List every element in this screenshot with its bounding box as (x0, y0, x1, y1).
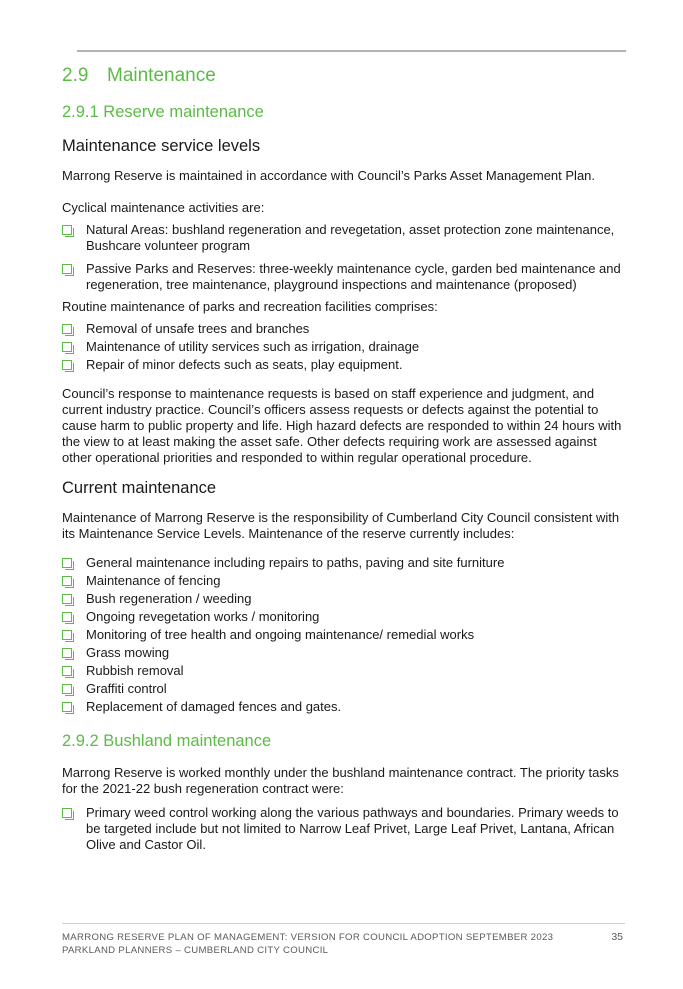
paragraph-bushland-intro: Marrong Reserve is worked monthly under the bushland maintenance contract. The priority tasks for the 2021-22 bush regeneration contract were: (62, 765, 619, 796)
subsection-title: Reserve maintenance (103, 103, 264, 121)
checkbox-bullet-icon (62, 264, 72, 274)
list-item: General maintenance including repairs to paths, paving and site furniture (62, 555, 628, 571)
subsection-heading-reserve-maintenance (62, 101, 628, 123)
paragraph-service-intro: Marrong Reserve is maintained in accordance with Council’s Parks Asset Management Plan. (62, 168, 596, 183)
subsection-heading-bushland-maintenance (62, 730, 628, 752)
list-item: Ongoing revegetation works / monitoring (62, 609, 628, 625)
footer-rule (62, 923, 625, 924)
current-maintenance-list (62, 555, 628, 715)
page-number: 35 (611, 931, 623, 943)
heading-current-maintenance: Current maintenance (62, 479, 217, 497)
checkbox-bullet-icon (62, 594, 72, 604)
list-item: Primary weed control working along the various pathways and boundaries. Primary weeds to be targeted include but not limited to Narrow Leaf Privet, Large Leaf Privet, Lantana, African Olive and Castor Oil. (62, 805, 628, 853)
checkbox-bullet-icon (62, 558, 72, 568)
checkbox-bullet-icon (62, 808, 72, 818)
paragraph-current-intro: Maintenance of Marrong Reserve is the responsibility of Cumberland City Council consistent with its Maintenance Service Levels. Maintenance of the reserve currently includes: (62, 510, 620, 541)
checkbox-bullet-icon (62, 648, 72, 658)
footer-line-1: MARRONG RESERVE PLAN OF MANAGEMENT: VERSION FOR COUNCIL ADOPTION SEPTEMBER 2023 (62, 932, 554, 943)
page-content (62, 60, 628, 853)
subsection-title: Bushland maintenance (103, 732, 272, 750)
list-item: Monitoring of tree health and ongoing maintenance/ remedial works (62, 627, 628, 643)
checkbox-bullet-icon (62, 630, 72, 640)
list-item: Repair of minor defects such as seats, play equipment. (62, 357, 628, 373)
page-footer (62, 931, 626, 957)
list-item: Removal of unsafe trees and branches (62, 321, 628, 337)
list-item: Maintenance of fencing (62, 573, 628, 589)
header-rule (77, 50, 626, 52)
checkbox-bullet-icon (62, 702, 72, 712)
bushland-list (62, 805, 628, 853)
paragraph-routine-label: Routine maintenance of parks and recreation facilities comprises: (62, 299, 438, 314)
cyclical-list (62, 222, 628, 293)
checkbox-bullet-icon (62, 360, 72, 370)
list-item: Grass mowing (62, 645, 628, 661)
paragraph-cyclical-label: Cyclical maintenance activities are: (62, 200, 265, 215)
checkbox-bullet-icon (62, 225, 72, 235)
section-heading (62, 64, 628, 88)
list-item: Maintenance of utility services such as irrigation, drainage (62, 339, 628, 355)
subsection-number: 2.9.2 (62, 732, 99, 750)
section-title: Maintenance (107, 65, 216, 86)
list-item: Passive Parks and Reserves: three-weekly maintenance cycle, garden bed maintenance and regeneration, tree maintenance, playground inspections and maintenance (proposed) (62, 261, 628, 293)
section-number: 2.9 (62, 65, 89, 86)
list-item: Rubbish removal (62, 663, 628, 679)
heading-service-levels: Maintenance service levels (62, 137, 261, 155)
checkbox-bullet-icon (62, 342, 72, 352)
footer-line-2: PARKLAND PLANNERS – CUMBERLAND CITY COUNCIL (62, 945, 329, 956)
paragraph-response: Council’s response to maintenance requests is based on staff experience and judgment, and current industry practice. Council’s officers assess requests or defects against the potential to cause harm to public property and life. High hazard defects are responded to within 24 hours with the view to at least making the asset safe. Other defects requiring work are assessed against other operational priorities and responded to within regular operational procedure. (62, 386, 622, 465)
list-item: Bush regeneration / weeding (62, 591, 628, 607)
checkbox-bullet-icon (62, 684, 72, 694)
routine-list (62, 321, 628, 373)
list-item: Natural Areas: bushland regeneration and revegetation, asset protection zone maintenance, Bushcare volunteer program (62, 222, 628, 254)
list-item: Replacement of damaged fences and gates. (62, 699, 628, 715)
checkbox-bullet-icon (62, 666, 72, 676)
checkbox-bullet-icon (62, 612, 72, 622)
checkbox-bullet-icon (62, 324, 72, 334)
list-item: Graffiti control (62, 681, 628, 697)
checkbox-bullet-icon (62, 576, 72, 586)
subsection-number: 2.9.1 (62, 103, 99, 121)
